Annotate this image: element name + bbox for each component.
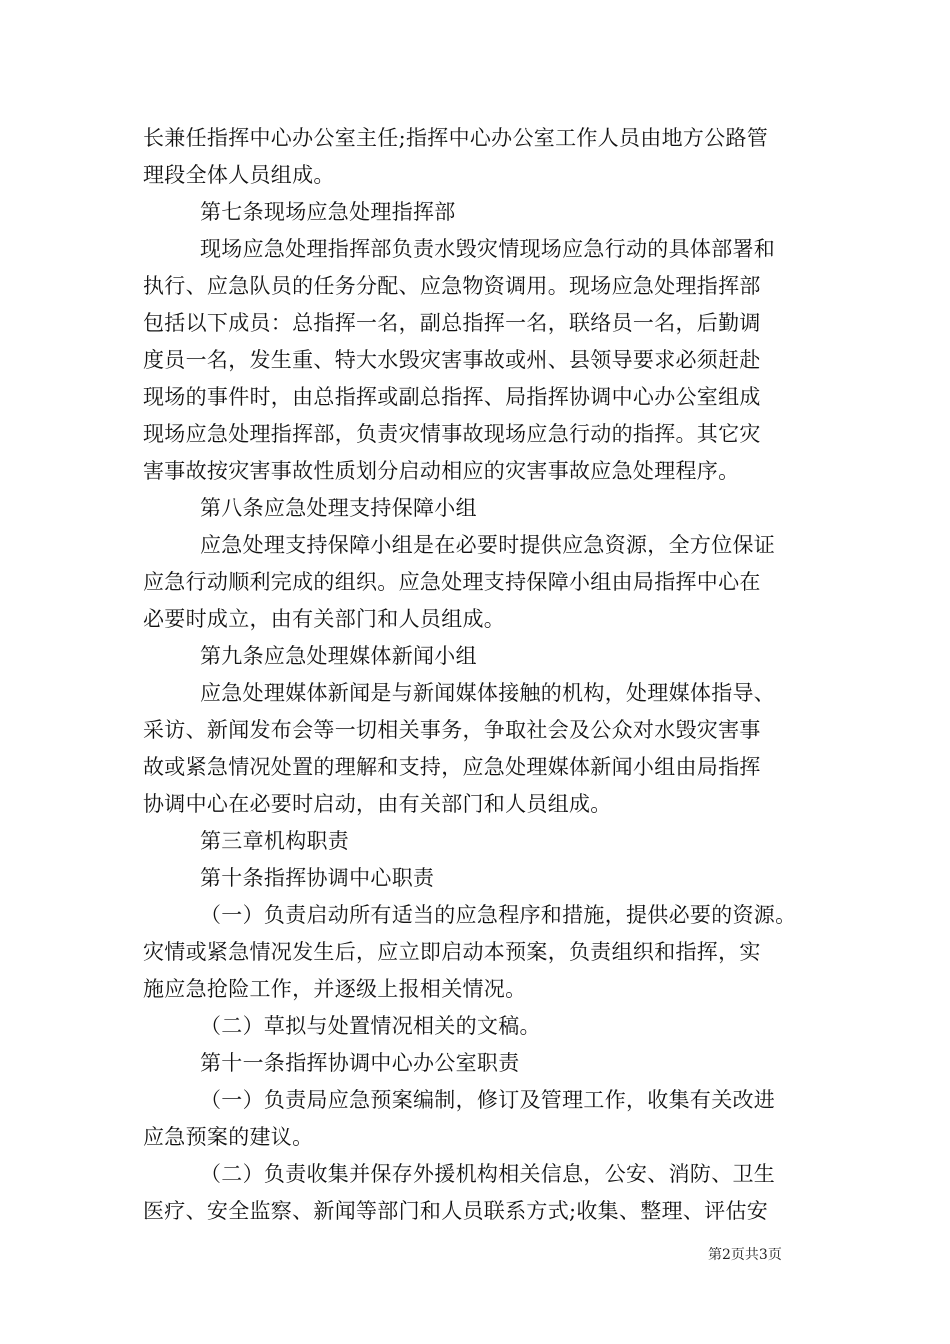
text-line: 理段全体人员组成。 [143,163,335,187]
text-line: 害事故按灾害事故性质划分启动相应的灾害事故应急处理程序。 [143,459,740,483]
article-heading: 第十条指挥协调中心职责 [200,866,435,890]
text-line: 故或紧急情况处置的理解和支持，应急处理媒体新闻小组由局指挥 [143,755,761,779]
text-line: 协调中心在必要时启动，由有关部门和人员组成。 [143,792,612,816]
page-number: 第2页共3页 [708,1247,782,1263]
text-line: 现场应急处理指挥部负责水毁灾情现场应急行动的具体部署和 [200,237,776,261]
article-heading: 第七条现场应急处理指挥部 [200,200,456,224]
text-line: 应急处理媒体新闻是与新闻媒体接触的机构，处理媒体指导、 [200,681,776,705]
text-line: 应急处理支持保障小组是在必要时提供应急资源，全方位保证 [200,533,776,557]
article-heading: 第八条应急处理支持保障小组 [200,496,477,520]
text-line: 必要时成立，由有关部门和人员组成。 [143,607,506,631]
text-line: 应急预案的建议。 [143,1125,314,1149]
text-line: 现场的事件时，由总指挥或副总指挥、局指挥协调中心办公室组成 [143,385,761,409]
text-line: 灾情或紧急情况发生后，应立即启动本预案，负责组织和指挥，实 [143,940,761,964]
text-line: 施应急抢险工作，并逐级上报相关情况。 [143,977,527,1001]
text-line: （二）负责收集并保存外援机构相关信息，公安、消防、卫生 [200,1162,776,1186]
text-line: 执行、应急队员的任务分配、应急物资调用。现场应急处理指挥部 [143,274,761,298]
chapter-heading: 第三章机构职责 [200,829,350,853]
text-line: 度员一名，发生重、特大水毁灾害事故或州、县领导要求必须赶赴 [143,348,761,372]
text-line: 应急行动顺利完成的组织。应急处理支持保障小组由局指挥中心在 [143,570,761,594]
text-line: 采访、新闻发布会等一切相关事务，争取社会及公众对水毁灾害事 [143,718,761,742]
text-line: 医疗、安全监察、新闻等部门和人员联系方式;收集、整理、评估安 [143,1199,769,1223]
article-heading: 第九条应急处理媒体新闻小组 [200,644,477,668]
text-line: （二）草拟与处置情况相关的文稿。 [200,1014,541,1038]
text-line: （一）负责局应急预案编制，修订及管理工作，收集有关改进 [200,1088,776,1112]
text-line: 现场应急处理指挥部，负责灾情事故现场应急行动的指挥。其它灾 [143,422,761,446]
article-heading: 第十一条指挥协调中心办公室职责 [200,1051,520,1075]
text-line: （一）负责启动所有适当的应急程序和措施，提供必要的资源。 [200,903,797,927]
text-line: 长兼任指挥中心办公室主任;指挥中心办公室工作人员由地方公路管 [143,126,769,150]
text-line: 包括以下成员：总指挥一名，副总指挥一名，联络员一名，后勤调 [143,311,761,335]
